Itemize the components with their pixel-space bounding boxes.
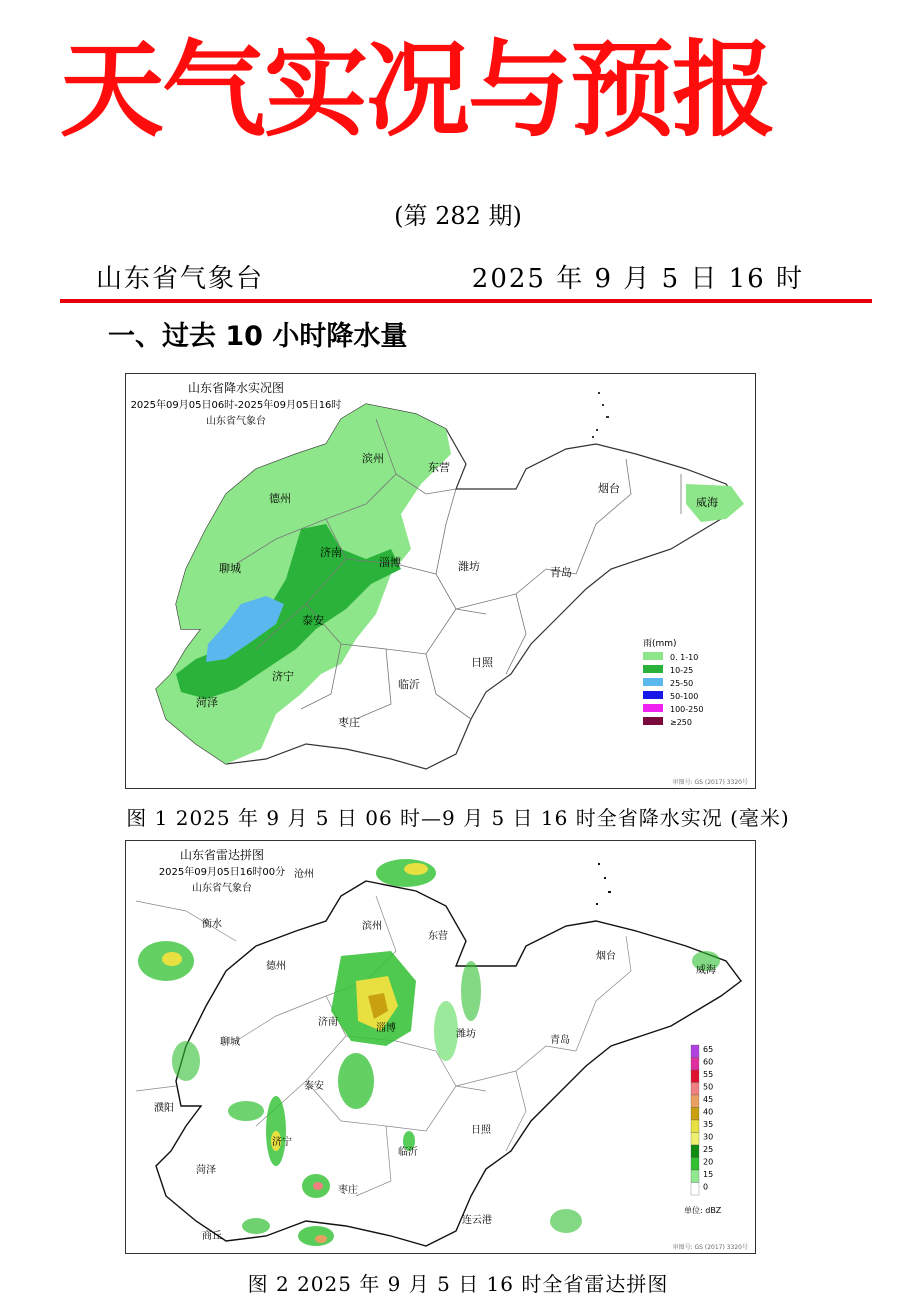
scale-swatch [691,1095,699,1108]
city-label-qingdao: 青岛 [550,566,572,579]
map2-org: 山东省气象台 [192,883,252,894]
scale-swatch [691,1045,699,1058]
report-title: 天气实况与预报 [60,29,775,151]
city-label-dongying: 东营 [428,461,450,474]
city-label-yantai: 烟台 [596,951,616,962]
city-label-weihai: 威海 [696,496,718,509]
city-label-zibo: 淄博 [379,556,401,569]
map2-time: 2025年09月05日16时00分 [158,867,286,878]
scale-swatch [691,1158,699,1171]
city-label-weifang: 潍坊 [456,1029,476,1040]
city-label-puyang: 濮阳 [154,1103,174,1114]
city-label-binzhou: 滨州 [362,452,384,465]
legend-swatch [643,704,663,712]
legend-title: 雨(mm) [643,639,677,649]
legend-swatch [643,665,663,673]
city-label-jining: 济宁 [272,670,294,683]
scale-label: 25 [703,1145,714,1154]
city-label-zibo: 淄博 [376,1023,396,1034]
legend-label: 10-25 [670,666,694,675]
issuing-organization: 山东省气象台 [96,264,265,294]
section-heading: 一、过去 10 小时降水量 [108,321,408,352]
city-label-heze: 菏泽 [196,1165,216,1176]
legend-swatch [643,691,663,699]
scale-label: 20 [703,1157,714,1167]
issue-number: (第 282 期) [394,202,522,230]
legend-swatch [643,678,663,686]
scale-label: 45 [703,1095,714,1104]
city-label-liaocheng: 聊城 [220,1037,240,1048]
city-label-linyi: 临沂 [398,678,420,691]
radar-dbz-scale [691,1045,713,1195]
city-label-binzhou: 滨州 [362,921,382,932]
city-label-dongying: 东营 [428,931,448,942]
scale-label: 40 [703,1107,714,1117]
islands [596,863,611,905]
scale-swatch [691,1133,699,1146]
scale-swatch [691,1108,699,1121]
legend-swatch [643,652,663,660]
city-label-dezhou: 德州 [269,492,291,505]
scale-label: 0 [703,1182,709,1192]
header-divider [60,299,872,303]
scale-swatch [691,1170,699,1183]
scale-label: 30 [703,1132,714,1142]
scale-swatch [691,1120,699,1133]
city-label-linyi: 临沂 [398,1147,418,1158]
legend-label: ≥250 [670,718,692,727]
figure1-caption: 图 1 2025 年 9 月 5 日 06 时—9 月 5 日 16 时全省降水实况 (毫米) [126,806,790,830]
scale-swatch [691,1183,699,1196]
figure2-caption: 图 2 2025 年 9 月 5 日 16 时全省雷达拼图 [247,1272,669,1296]
map1-org: 山东省气象台 [206,416,266,427]
city-label-yantai: 烟台 [598,482,620,495]
legend-label: 100-250 [670,705,704,714]
precipitation-map-canvas [126,374,755,788]
city-label-rizhao: 日照 [471,1125,491,1136]
city-label-shangqiu: 商丘 [202,1231,222,1242]
city-label-cangzhou: 沧州 [294,869,314,880]
radar-unit: 单位: dBZ [684,1206,722,1215]
city-label-jinan: 济南 [320,546,342,559]
legend-label: 50-100 [670,692,699,701]
city-label-hengshui: 衡水 [202,919,222,930]
map1-period: 2025年09月05日06时-2025年09月05日16时 [130,400,342,411]
issue-datetime: 2025 年 9 月 5 日 16 时 [471,264,804,294]
radar-echoes [138,859,720,1246]
scale-label: 35 [703,1120,714,1129]
map1-title: 山东省降水实况图 [187,381,285,395]
province-outline [156,881,741,1246]
city-label-zaozhuang: 枣庄 [338,716,360,729]
scale-swatch [691,1083,699,1096]
city-label-taian: 泰安 [304,1081,324,1092]
city-label-jinan: 济南 [318,1017,338,1028]
city-label-qingdao: 青岛 [550,1035,570,1046]
city-label-taian: 泰安 [302,614,324,627]
radar-map-canvas [126,841,755,1253]
map2-title: 山东省雷达拼图 [179,848,265,862]
scale-label: 50 [703,1082,714,1092]
precipitation-map [125,373,756,789]
city-label-lianyungang: 连云港 [462,1215,492,1226]
city-label-rizhao: 日照 [471,656,493,669]
scale-label: 55 [703,1070,714,1079]
city-label-zaozhuang: 枣庄 [338,1185,358,1196]
city-label-heze: 菏泽 [196,696,218,709]
scale-label: 65 [703,1045,714,1054]
map1-approval-no: 审图号: GS (2017) 3320号 [672,779,748,786]
city-label-dezhou: 德州 [266,961,286,972]
islands [592,392,609,438]
city-label-jining: 济宁 [272,1137,292,1148]
legend-label: 0. 1-10 [670,653,699,662]
city-boundaries [136,896,631,1196]
city-label-liaocheng: 聊城 [219,562,241,575]
scale-label: 60 [703,1057,714,1067]
legend-label: 25-50 [670,679,694,688]
scale-label: 15 [703,1170,714,1179]
scale-swatch [691,1058,699,1071]
scale-swatch [691,1070,699,1083]
city-label-weifang: 潍坊 [458,560,480,573]
city-label-weihai: 威海 [696,965,716,976]
map2-approval-no: 审图号: GS (2017) 3320号 [672,1244,748,1251]
legend-swatch [643,717,663,725]
precipitation-legend [643,652,703,727]
scale-swatch [691,1145,699,1158]
radar-map [125,840,756,1254]
